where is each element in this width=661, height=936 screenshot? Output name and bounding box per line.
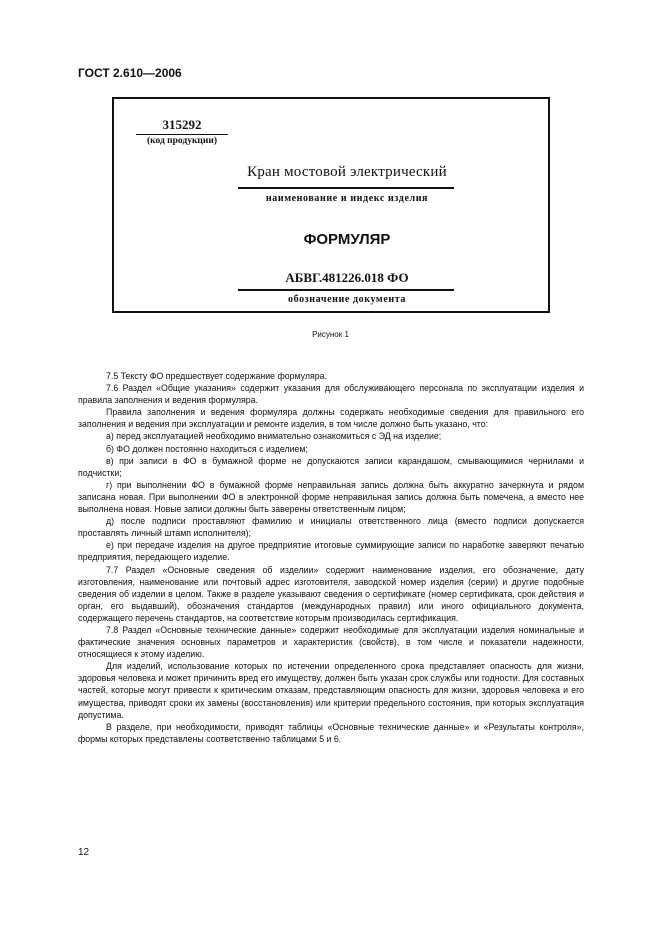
product-name-caption: наименование и индекс изделия xyxy=(265,193,429,204)
page-header: ГОСТ 2.610—2006 xyxy=(78,66,182,80)
product-name-line xyxy=(238,187,454,189)
paragraph: В разделе, при необходимости, приводят таблицы «Основные технические данные» и «Результаты контроля», формы которых представлены соответственно таблицами 5 и 6. xyxy=(78,721,584,744)
paragraph: 7.8 Раздел «Основные технические данные» содержит необходимые для эксплуатации изделия номинальные и фактические значения основных параметров и характеристик (свойств), в том числе и показатели надежности, относящиеся к этому изделию. xyxy=(78,624,584,660)
page-number: 12 xyxy=(78,847,90,858)
list-item: б) ФО должен постоянно находиться с изделием; xyxy=(106,443,308,454)
list-item: в) при записи в ФО в бумажной форме не допускаются записи карандашом, смывающимися чернилами и подчистки; xyxy=(78,455,584,478)
paragraph: 7.6 Раздел «Общие указания» содержит указания для обслуживающего персонала по эксплуатации изделия и правила заполнения и ведения формуляра. xyxy=(78,383,584,406)
designation-caption: обозначение документа xyxy=(288,294,406,305)
designation-line xyxy=(238,289,454,291)
product-name: Кран мостовой электрический xyxy=(247,164,447,180)
paragraph: 7.5 Тексту ФО предшествует содержание формуляра. xyxy=(106,371,327,381)
title-page-figure xyxy=(112,97,550,313)
paragraph: 7.7 Раздел «Основные сведения об изделии» содержит наименование изделия, его обозначение, дату изготовления, наименование или почтовый адрес изготовителя, заводской номер изделия (серии) и другие подобные сведения об изделии в целом. Также в разделе указывают сведения о сертификате (номер сертификата, срок действия и орган, его выдавший), обозначения стандартов (международных правил) или иного официального документа, содержащего перечень стандартов, на соответствие которым производилась сертификация. xyxy=(78,564,584,623)
product-code-line xyxy=(136,134,228,135)
paragraph: Для изделий, использование которых по истечении определенного срока представляет опасность для жизни, здоровья человека и может причинить вред его имуществу, должен быть указан срок службы или годности. Для составных частей, которые могут привести к критическим отказам, представляющим опасность для жизни, здоровья человека и его имущества, приводят сроки их замены (восстановления) или критерии предельного состояния, при которых эксплуатация допустима. xyxy=(78,661,584,720)
document-title: ФОРМУЛЯР xyxy=(303,231,391,248)
list-item: д) после подписи проставляют фамилию и инициалы ответственного лица (вместо подписи допускается проставлять личный штамп исполнителя); xyxy=(78,516,584,539)
product-code-block xyxy=(136,117,228,146)
product-code: 315292 xyxy=(162,117,202,132)
body-text xyxy=(78,370,584,745)
product-code-caption: (код продукции) xyxy=(146,136,218,146)
paragraph: Правила заполнения и ведения формуляра должны содержать необходимые сведения для правильного его заполнения и ведения при эксплуатации и ремонте изделия, в том числе должно быть указано, что: xyxy=(78,407,584,430)
list-item: а) перед эксплуатацией необходимо внимательно ознакомиться с ЭД на изделие; xyxy=(106,431,442,442)
list-item: г) при выполнении ФО в бумажной форме неправильная запись должна быть аккуратно зачеркнута и рядом записана новая. При выполнении ФО в электронной форме неправильная запись должна быть помечена, а вместо нее выполнена новая. Новые записи должны быть заверены ответственным лицом; xyxy=(78,479,584,515)
document-designation: АБВГ.481226.018 ФО xyxy=(285,270,409,285)
figure-caption: Рисунок 1 xyxy=(312,330,349,339)
list-item: е) при передаче изделия на другое предприятие итоговые суммирующие записи по наработке заверяют печатью предприятия, передающего изделие. xyxy=(78,540,584,563)
